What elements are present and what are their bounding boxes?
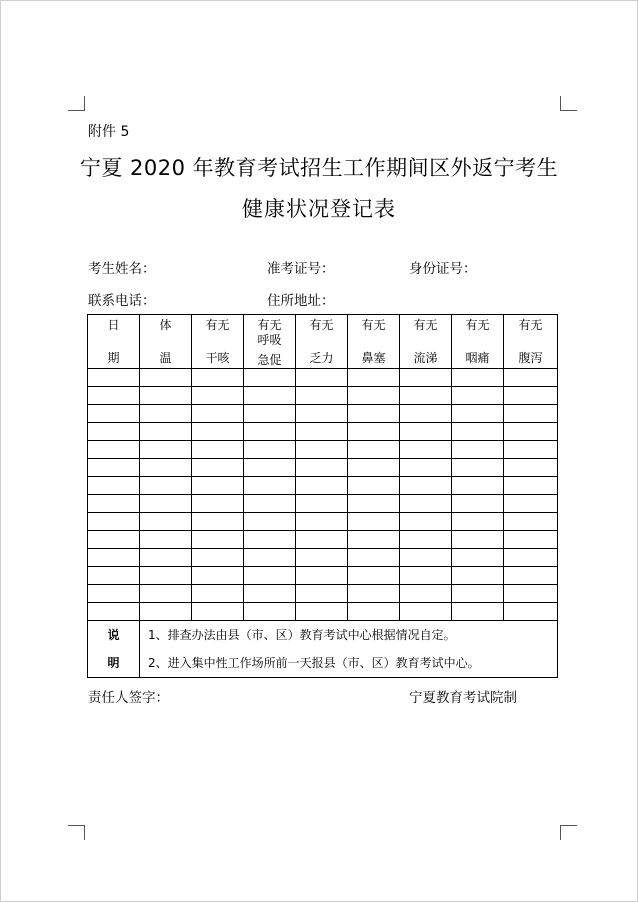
table-cell[interactable] [88, 405, 140, 423]
table-cell[interactable] [88, 369, 140, 387]
table-cell[interactable] [244, 585, 296, 603]
table-cell[interactable] [400, 405, 452, 423]
header-dry-cough: 有无 干咳 [192, 315, 244, 369]
table-cell[interactable] [504, 459, 558, 477]
table-cell[interactable] [192, 567, 244, 585]
table-cell[interactable] [296, 567, 348, 585]
table-cell[interactable] [88, 459, 140, 477]
table-cell[interactable] [400, 603, 452, 621]
table-cell[interactable] [140, 585, 192, 603]
table-row [88, 405, 558, 423]
table-cell[interactable] [348, 549, 400, 567]
table-cell[interactable] [348, 567, 400, 585]
table-cell[interactable] [140, 441, 192, 459]
table-cell[interactable] [192, 387, 244, 405]
table-cell[interactable] [192, 495, 244, 513]
table-cell[interactable] [400, 531, 452, 549]
table-cell[interactable] [504, 513, 558, 531]
table-cell[interactable] [296, 459, 348, 477]
table-cell[interactable] [452, 567, 504, 585]
table-cell[interactable] [504, 405, 558, 423]
table-cell[interactable] [140, 477, 192, 495]
table-cell[interactable] [348, 459, 400, 477]
table-row [88, 495, 558, 513]
crop-mark-bottom-right [560, 825, 577, 840]
field-phone-label: 联系电话： [88, 293, 156, 309]
table-cell[interactable] [88, 513, 140, 531]
table-cell[interactable] [296, 513, 348, 531]
table-cell[interactable] [244, 441, 296, 459]
table-cell[interactable] [192, 531, 244, 549]
crop-mark-top-left [68, 96, 85, 111]
table-cell[interactable] [88, 423, 140, 441]
table-cell[interactable] [348, 405, 400, 423]
header-runny-nose: 有无 流涕 [400, 315, 452, 369]
table-cell[interactable] [400, 459, 452, 477]
signature-label: 责任人签字： [88, 690, 169, 706]
attachment-label: 附件 5 [88, 124, 130, 140]
header-date: 日 期 [88, 315, 140, 369]
table-cell[interactable] [400, 477, 452, 495]
table-row [88, 567, 558, 585]
table-cell[interactable] [192, 441, 244, 459]
table-cell[interactable] [140, 495, 192, 513]
table-cell[interactable] [452, 405, 504, 423]
header-shortness-of-breath: 有无 呼吸 急促 [244, 315, 296, 369]
table-cell[interactable] [140, 423, 192, 441]
table-cell[interactable] [348, 387, 400, 405]
table-cell[interactable] [452, 459, 504, 477]
table-cell[interactable] [452, 495, 504, 513]
field-name-label: 考生姓名： [88, 261, 156, 277]
table-cell[interactable] [348, 513, 400, 531]
table-cell[interactable] [88, 585, 140, 603]
table-row [88, 585, 558, 603]
table-cell[interactable] [296, 477, 348, 495]
header-temperature: 体 温 [140, 315, 192, 369]
table-cell[interactable] [296, 585, 348, 603]
table-cell[interactable] [400, 441, 452, 459]
table-cell[interactable] [348, 531, 400, 549]
table-cell[interactable] [452, 387, 504, 405]
table-row [88, 549, 558, 567]
table-cell[interactable] [504, 495, 558, 513]
table-row [88, 369, 558, 387]
table-cell[interactable] [244, 477, 296, 495]
table-cell[interactable] [504, 585, 558, 603]
table-cell[interactable] [452, 513, 504, 531]
table-cell[interactable] [88, 567, 140, 585]
table-cell[interactable] [400, 585, 452, 603]
table-cell[interactable] [348, 495, 400, 513]
table-cell[interactable] [244, 603, 296, 621]
table-cell[interactable] [244, 405, 296, 423]
table-cell[interactable] [244, 369, 296, 387]
table-cell[interactable] [400, 567, 452, 585]
table-cell[interactable] [504, 441, 558, 459]
table-cell[interactable] [452, 477, 504, 495]
table-cell[interactable] [296, 495, 348, 513]
table-cell[interactable] [140, 387, 192, 405]
table-cell[interactable] [400, 369, 452, 387]
table-cell[interactable] [244, 549, 296, 567]
table-cell[interactable] [504, 549, 558, 567]
table-cell[interactable] [400, 387, 452, 405]
table-row [88, 603, 558, 621]
table-cell[interactable] [504, 387, 558, 405]
table-cell[interactable] [88, 531, 140, 549]
table-cell[interactable] [192, 423, 244, 441]
table-cell[interactable] [192, 585, 244, 603]
table-cell[interactable] [192, 477, 244, 495]
table-cell[interactable] [192, 405, 244, 423]
table-cell[interactable] [88, 549, 140, 567]
table-cell[interactable] [244, 531, 296, 549]
table-cell[interactable] [244, 459, 296, 477]
table-cell[interactable] [348, 603, 400, 621]
header-nasal-congestion: 有无 鼻塞 [348, 315, 400, 369]
table-row [88, 531, 558, 549]
table-cell[interactable] [192, 513, 244, 531]
table-cell[interactable] [296, 405, 348, 423]
table-cell[interactable] [140, 603, 192, 621]
table-cell[interactable] [140, 513, 192, 531]
crop-mark-bottom-left [68, 825, 85, 840]
table-cell[interactable] [296, 549, 348, 567]
table-cell[interactable] [504, 567, 558, 585]
table-cell[interactable] [296, 387, 348, 405]
table-cell[interactable] [504, 477, 558, 495]
note-item-2: 2、进入集中性工作场所前一天报县（市、区）教育考试中心。 [148, 656, 480, 670]
table-cell[interactable] [504, 369, 558, 387]
table-cell[interactable] [296, 423, 348, 441]
table-cell[interactable] [504, 423, 558, 441]
table-cell[interactable] [452, 585, 504, 603]
table-cell[interactable] [452, 603, 504, 621]
table-cell[interactable] [244, 495, 296, 513]
header-fatigue: 有无 乏力 [296, 315, 348, 369]
table-cell[interactable] [88, 495, 140, 513]
table-row [88, 387, 558, 405]
table-cell[interactable] [452, 423, 504, 441]
table-cell[interactable] [88, 441, 140, 459]
field-address-label: 住所地址： [267, 293, 335, 309]
table-cell[interactable] [140, 549, 192, 567]
table-cell[interactable] [296, 369, 348, 387]
table-cell[interactable] [400, 423, 452, 441]
table-cell[interactable] [244, 567, 296, 585]
health-record-table [87, 314, 558, 678]
table-cell[interactable] [452, 441, 504, 459]
table-cell[interactable] [244, 423, 296, 441]
table-row [88, 423, 558, 441]
table-cell[interactable] [88, 477, 140, 495]
table-cell[interactable] [400, 513, 452, 531]
table-cell[interactable] [88, 603, 140, 621]
table-cell[interactable] [192, 603, 244, 621]
table-cell[interactable] [348, 585, 400, 603]
field-id-card-label: 身份证号： [409, 261, 477, 277]
table-cell[interactable] [296, 441, 348, 459]
table-cell[interactable] [400, 495, 452, 513]
table-cell[interactable] [244, 387, 296, 405]
table-cell[interactable] [504, 603, 558, 621]
table-cell[interactable] [140, 531, 192, 549]
table-cell[interactable] [192, 549, 244, 567]
field-exam-id-label: 准考证号： [267, 261, 335, 277]
notes-content [140, 621, 558, 678]
table-row [88, 441, 558, 459]
table-cell[interactable] [348, 369, 400, 387]
table-cell[interactable] [140, 369, 192, 387]
crop-mark-top-right [560, 96, 577, 111]
table-cell[interactable] [348, 441, 400, 459]
table-cell[interactable] [452, 369, 504, 387]
header-sore-throat: 有无 咽痛 [452, 315, 504, 369]
table-row [88, 477, 558, 495]
table-header-row [88, 315, 558, 369]
table-cell[interactable] [244, 513, 296, 531]
table-row [88, 459, 558, 477]
document-title: 宁夏 2020 年教育考试招生工作期间区外返宁考生 [79, 156, 559, 180]
table-cell[interactable] [192, 369, 244, 387]
table-cell[interactable] [140, 567, 192, 585]
table-notes-row [88, 621, 558, 678]
document-subtitle: 健康状况登记表 [242, 197, 396, 221]
notes-label: 说 明 [88, 621, 140, 678]
table-cell[interactable] [140, 459, 192, 477]
table-cell[interactable] [348, 423, 400, 441]
issuer-label: 宁夏教育考试院制 [409, 690, 517, 706]
note-item-1: 1、排查办法由县（市、区）教育考试中心根据情况自定。 [148, 628, 456, 642]
table-row [88, 513, 558, 531]
table-cell[interactable] [88, 387, 140, 405]
table-cell[interactable] [504, 531, 558, 549]
table-cell[interactable] [296, 531, 348, 549]
table-cell[interactable] [140, 405, 192, 423]
table-cell[interactable] [348, 477, 400, 495]
table-cell[interactable] [400, 549, 452, 567]
table-cell[interactable] [452, 531, 504, 549]
header-diarrhea: 有无 腹泻 [504, 315, 558, 369]
table-cell[interactable] [296, 603, 348, 621]
table-cell[interactable] [452, 549, 504, 567]
table-cell[interactable] [192, 459, 244, 477]
